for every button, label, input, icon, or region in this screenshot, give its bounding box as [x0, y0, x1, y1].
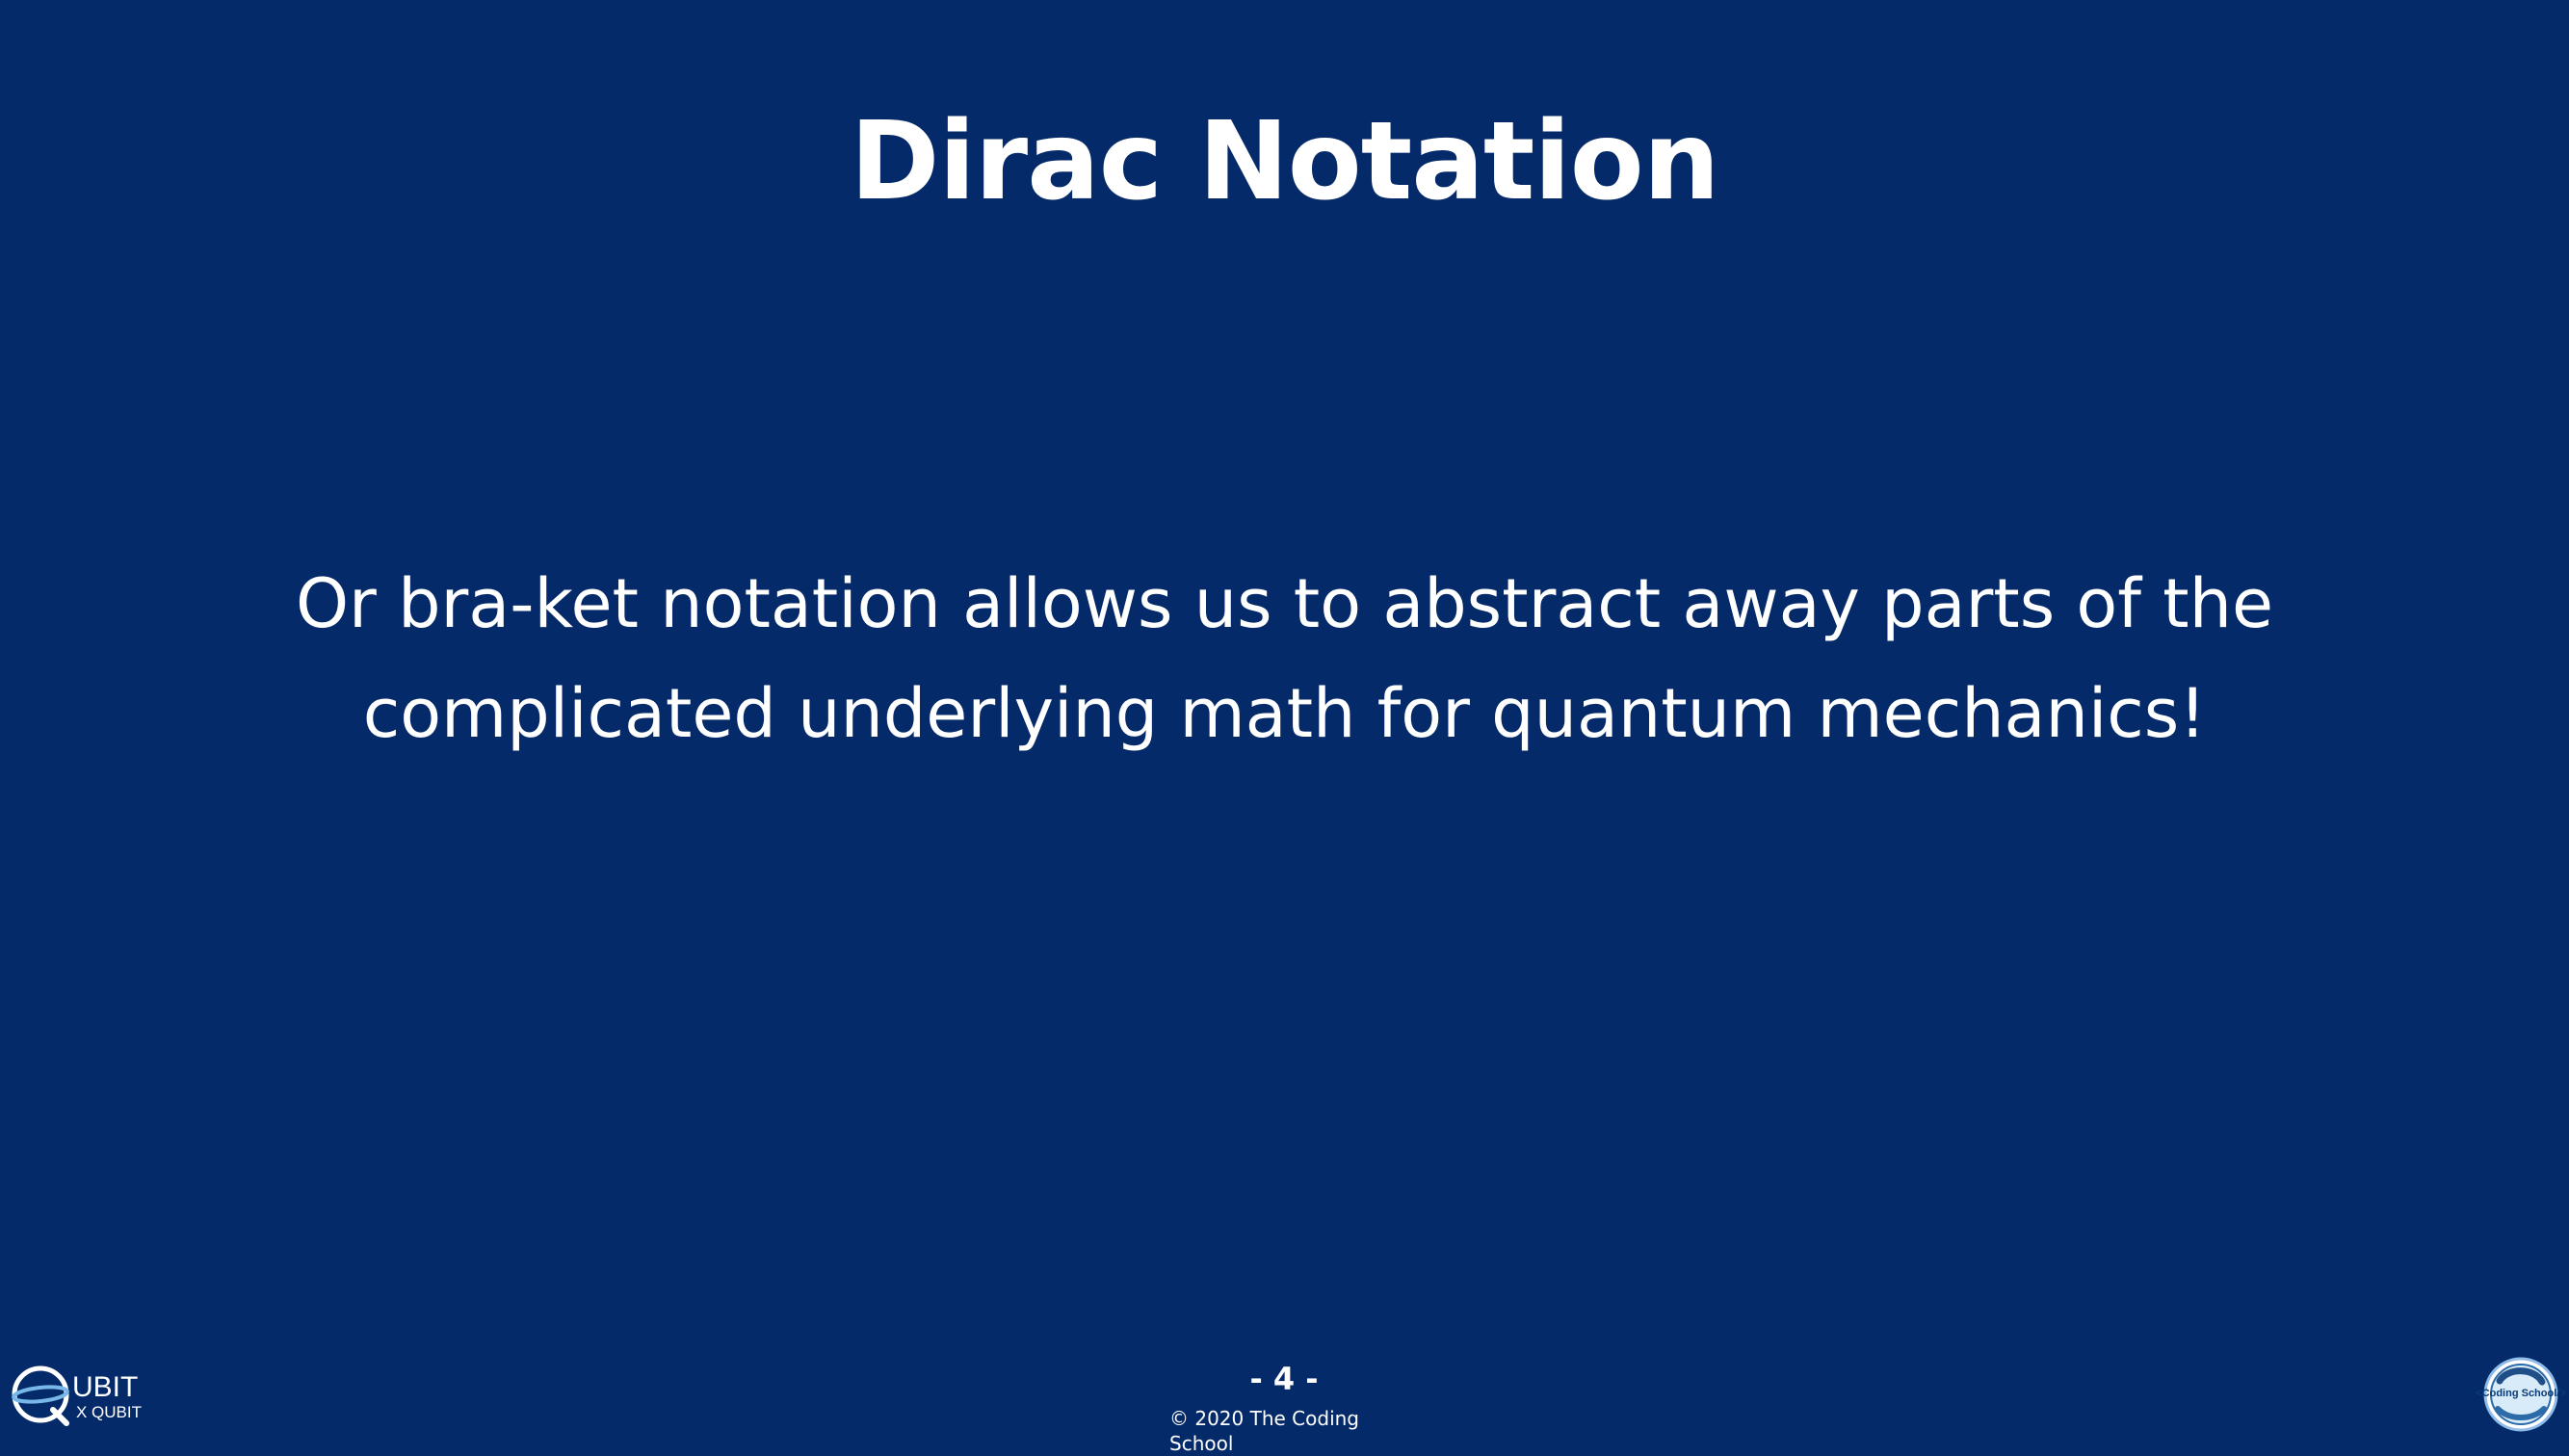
slide-title: Dirac Notation	[850, 99, 1719, 224]
qubit-logo-primary-text: UBIT	[72, 1371, 139, 1403]
qubit-logo-orbit	[13, 1385, 67, 1404]
slide-body-line-2: complicated underlying math for quantum mechanics!	[362, 674, 2207, 753]
coding-school-logo-svg	[2476, 1356, 2566, 1433]
slide-body	[241, 549, 2328, 768]
page-number: - 4 -	[1249, 1361, 1319, 1397]
coding-school-logo-text: <Coding School/>	[2476, 1388, 2566, 1399]
coding-school-logo-icon	[2476, 1356, 2566, 1433]
qubit-logo-svg	[10, 1360, 164, 1429]
qubit-x-qubit-logo-icon	[10, 1360, 164, 1429]
qubit-logo-secondary-text: X QUBIT	[76, 1403, 143, 1421]
copyright-text: © 2020 The Coding School	[1169, 1407, 1359, 1455]
slide-body-line-1: Or bra-ket notation allows us to abstract away parts of the	[295, 564, 2274, 643]
